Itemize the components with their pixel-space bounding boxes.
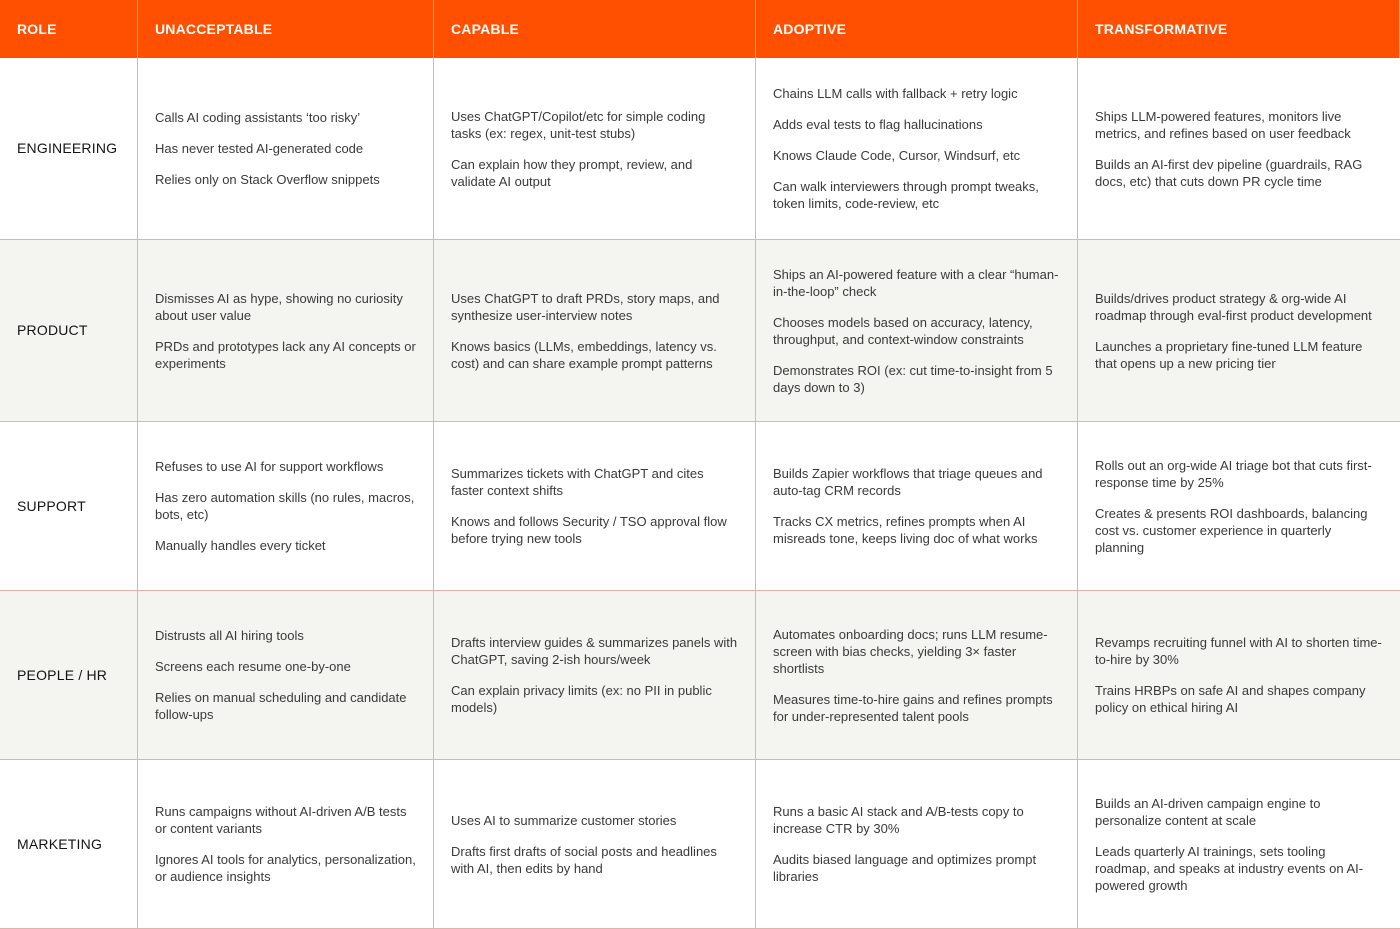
- cell-transformative: [1078, 760, 1400, 929]
- criterion-item: Builds an AI-driven campaign engine to personalize content at scale: [1095, 795, 1321, 828]
- cell-capable: [434, 760, 756, 929]
- header-transformative: TRANSFORMATIVE: [1078, 0, 1400, 58]
- criterion-item: Automates onboarding docs; runs LLM resume-screen with bias checks, yielding 3× faster shortlists: [773, 626, 1048, 676]
- criterion-item: Summarizes tickets with ChatGPT and cites faster context shifts: [451, 466, 704, 498]
- role-cell: [0, 58, 138, 240]
- criterion-item: Distrusts all AI hiring tools: [155, 628, 304, 643]
- criterion-item: Revamps recruiting funnel with AI to shorten time-to-hire by 30%: [1095, 635, 1382, 667]
- role-cell: [0, 240, 138, 422]
- role-cell: [0, 591, 138, 760]
- criterion-item: Builds an AI-first dev pipeline (guardrails, RAG docs, etc) that cuts down PR cycle time: [1095, 156, 1363, 189]
- role-label: ENGINEERING: [17, 140, 118, 156]
- criterion-item: Can walk interviewers through prompt tweaks, token limits, code-review, etc: [773, 179, 1039, 211]
- cell-capable: [434, 58, 756, 240]
- criterion-item: Chains LLM calls with fallback + retry logic: [773, 86, 1018, 101]
- cell-transformative: [1078, 422, 1400, 591]
- cell-unacceptable: [138, 58, 434, 240]
- cell-unacceptable: [138, 760, 434, 929]
- criterion-item: Has zero automation skills (no rules, macros, bots, etc): [155, 490, 415, 522]
- criterion-item: Uses ChatGPT/Copilot/etc for simple coding tasks (ex: regex, unit-test stubs): [451, 108, 706, 141]
- cell-adoptive: [756, 591, 1078, 760]
- cell-adoptive: [756, 58, 1078, 240]
- criterion-item: Launches a proprietary fine-tuned LLM feature that opens up a new pricing tier: [1095, 338, 1363, 371]
- criterion-item: Measures time-to-hire gains and refines prompts for under-represented talent pools: [773, 691, 1053, 724]
- criterion-item: Screens each resume one-by-one: [155, 659, 351, 674]
- cell-adoptive: [756, 760, 1078, 929]
- cell-capable: [434, 422, 756, 591]
- cell-unacceptable: [138, 240, 434, 422]
- criterion-item: Ignores AI tools for analytics, personalization, or audience insights: [155, 852, 416, 884]
- criterion-item: Tracks CX metrics, refines prompts when AI misreads tone, keeps living doc of what works: [773, 514, 1038, 546]
- criterion-item: Builds/drives product strategy & org-wide AI roadmap through eval-first product development: [1095, 290, 1372, 323]
- header-capable: CAPABLE: [434, 0, 756, 58]
- criterion-item: Runs a basic AI stack and A/B-tests copy to increase CTR by 30%: [773, 804, 1024, 836]
- cell-unacceptable: [138, 422, 434, 591]
- role-label: PEOPLE / HR: [17, 666, 108, 683]
- criterion-item: Knows basics (LLMs, embeddings, latency vs. cost) and can share example prompt patterns: [451, 338, 717, 371]
- criterion-item: Knows Claude Code, Cursor, Windsurf, etc: [773, 148, 1021, 163]
- criterion-item: Demonstrates ROI (ex: cut time-to-insight from 5 days down to 3): [773, 362, 1053, 395]
- criterion-item: Can explain how they prompt, review, and validate AI output: [451, 156, 693, 189]
- header-role: ROLE: [0, 0, 138, 58]
- criterion-item: Knows and follows Security / TSO approval flow before trying new tools: [451, 514, 727, 546]
- criterion-item: Uses AI to summarize customer stories: [451, 812, 677, 828]
- criterion-item: Rolls out an org-wide AI triage bot that cuts first-response time by 25%: [1095, 457, 1372, 490]
- role-label: SUPPORT: [17, 497, 86, 514]
- criterion-item: Leads quarterly AI trainings, sets tooling roadmap, and speaks at industry events on AI-powered growth: [1095, 843, 1364, 893]
- cell-capable: [434, 591, 756, 760]
- cell-transformative: [1078, 240, 1400, 422]
- criterion-item: Drafts first drafts of social posts and headlines with AI, then edits by hand: [451, 843, 717, 876]
- criterion-item: Ships an AI-powered feature with a clear “human-in-the-loop” check: [773, 266, 1059, 299]
- cell-unacceptable: [138, 591, 434, 760]
- criterion-item: Drafts interview guides & summarizes panels with ChatGPT, saving 2-ish hours/week: [451, 635, 738, 667]
- criterion-item: Trains HRBPs on safe AI and shapes company policy on ethical hiring AI: [1095, 683, 1366, 715]
- role-label: MARKETING: [17, 835, 103, 852]
- criterion-item: Audits biased language and optimizes prompt libraries: [773, 852, 1037, 884]
- role-cell: [0, 760, 138, 929]
- criterion-item: Manually handles every ticket: [155, 538, 326, 553]
- criterion-item: Adds eval tests to flag hallucinations: [773, 117, 983, 132]
- criterion-item: Has never tested AI-generated code: [155, 141, 364, 156]
- criterion-item: PRDs and prototypes lack any AI concepts or experiments: [155, 338, 416, 371]
- criterion-item: Calls AI coding assistants ‘too risky’: [155, 110, 361, 125]
- criterion-item: Builds Zapier workflows that triage queues and auto-tag CRM records: [773, 466, 1043, 498]
- header-unacceptable: UNACCEPTABLE: [138, 0, 434, 58]
- criterion-item: Relies only on Stack Overflow snippets: [155, 172, 380, 187]
- cell-transformative: [1078, 58, 1400, 240]
- criterion-item: Relies on manual scheduling and candidate follow-ups: [155, 690, 407, 722]
- criterion-item: Refuses to use AI for support workflows: [155, 459, 384, 474]
- cell-adoptive: [756, 240, 1078, 422]
- role-label: PRODUCT: [17, 322, 88, 338]
- header-adoptive: ADOPTIVE: [756, 0, 1078, 58]
- criterion-item: Dismisses AI as hype, showing no curiosity about user value: [155, 290, 403, 323]
- cell-adoptive: [756, 422, 1078, 591]
- criterion-item: Uses ChatGPT to draft PRDs, story maps, and synthesize user-interview notes: [451, 290, 720, 323]
- cell-capable: [434, 240, 756, 422]
- role-cell: [0, 422, 138, 591]
- cell-transformative: [1078, 591, 1400, 760]
- criterion-item: Chooses models based on accuracy, latency, throughput, and context-window constraints: [773, 314, 1033, 347]
- criterion-item: Runs campaigns without AI-driven A/B tests or content variants: [155, 804, 407, 836]
- criterion-item: Ships LLM-powered features, monitors live metrics, and refines based on user feedback: [1095, 108, 1351, 141]
- criterion-item: Can explain privacy limits (ex: no PII in public models): [451, 683, 712, 715]
- criterion-item: Creates & presents ROI dashboards, balancing cost vs. customer experience in quarterly planning: [1095, 505, 1368, 555]
